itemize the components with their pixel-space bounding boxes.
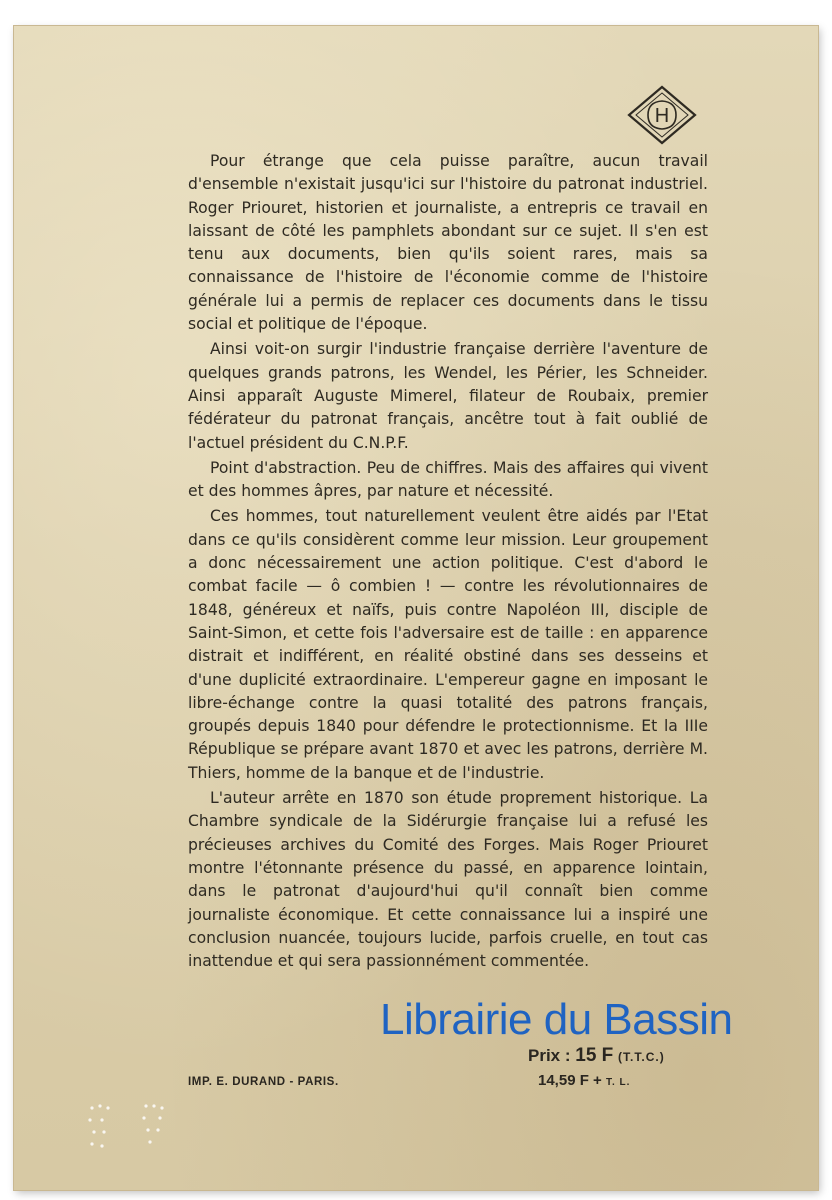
logo-letter: H xyxy=(654,105,670,127)
price-amount: 15 F xyxy=(575,1045,614,1066)
price-detail-note: T. L. xyxy=(605,1077,631,1088)
blurb-paragraph: Ces hommes, tout naturellement veulent être aidés par l'Etat dans ce qu'ils considèrent comme leur mission. Leur groupement a donc nécessairement une action politique. C'est d'abord le combat facile — ô combien ! — contre les révolutionnaires de 1848, généreux et naïfs, puis contre Napoléon III, disciple de Saint-Simon, et cette fois l'adversaire est de taille : en apparence distrait et indifférent, en réalité obstiné dans ses desseins et d'une duplicité extraordinaire. L'empereur gagne en imposant le libre-échange contre la quasi totalité des patrons français, groupés depuis 1840 pour défendre le protectionnisme. Et la IIIe République se prépare avant 1870 et avec les patrons, derrière M. Thiers, homme de la banque et de l'industrie. xyxy=(188,507,708,782)
back-cover-blurb xyxy=(188,150,708,973)
perforation-dots-decoration xyxy=(80,1096,180,1156)
price-detail-amount: 14,59 F + xyxy=(538,1072,602,1089)
blurb-paragraph: L'auteur arrête en 1870 son étude proprement historique. La Chambre syndicale de la Sidérurgie française lui a refusé les précieuses archives du Comité des Forges. Mais Roger Priouret montre l'étonnante présence du passé, en apparence lointain, dans le patronat d'aujourd'hui qu'il connaît bien comme journaliste économique. Et cette connaissance lui a inspiré une conclusion nuancée, toujours lucide, parfois cruelle, en tout cas inattendue et qui sera passionnément commentée. xyxy=(188,789,708,971)
publisher-logo-icon xyxy=(626,84,698,146)
price-line xyxy=(528,1045,665,1067)
blurb-paragraph: Pour étrange que cela puisse paraître, aucun travail d'ensemble n'existait jusqu'ici sur l'histoire du patronat industriel. Roger Priouret, historien et journaliste, a entrepris ce travail en laissant de côté les pamphlets abondant sur ce sujet. Il s'en est tenu aux documents, bien qu'ils soient rares, mais sa connaissance de l'histoire de l'économie comme de l'histoire générale lui a permis de replacer ces documents dans le tissu social et politique de l'époque. xyxy=(188,152,708,334)
bookseller-watermark: Librairie du Bassin xyxy=(380,995,733,1044)
price-label: Prix : xyxy=(528,1046,571,1065)
printer-imprint: IMP. E. DURAND - PARIS. xyxy=(188,1076,339,1088)
price-detail-line xyxy=(538,1072,630,1089)
price-tax-note: (T.T.C.) xyxy=(618,1050,665,1064)
blurb-paragraph: Ainsi voit-on surgir l'industrie française derrière l'aventure de quelques grands patrons, les Wendel, les Périer, les Schneider. Ainsi apparaît Auguste Mimerel, filateur de Roubaix, premier fédérateur du patronat français, ancêtre tout à fait oublié de l'actuel président du C.N.P.F. xyxy=(188,340,708,452)
blurb-paragraph: Point d'abstraction. Peu de chiffres. Mais des affaires qui vivent et des hommes âpres, par nature et nécessité. xyxy=(188,458,708,501)
